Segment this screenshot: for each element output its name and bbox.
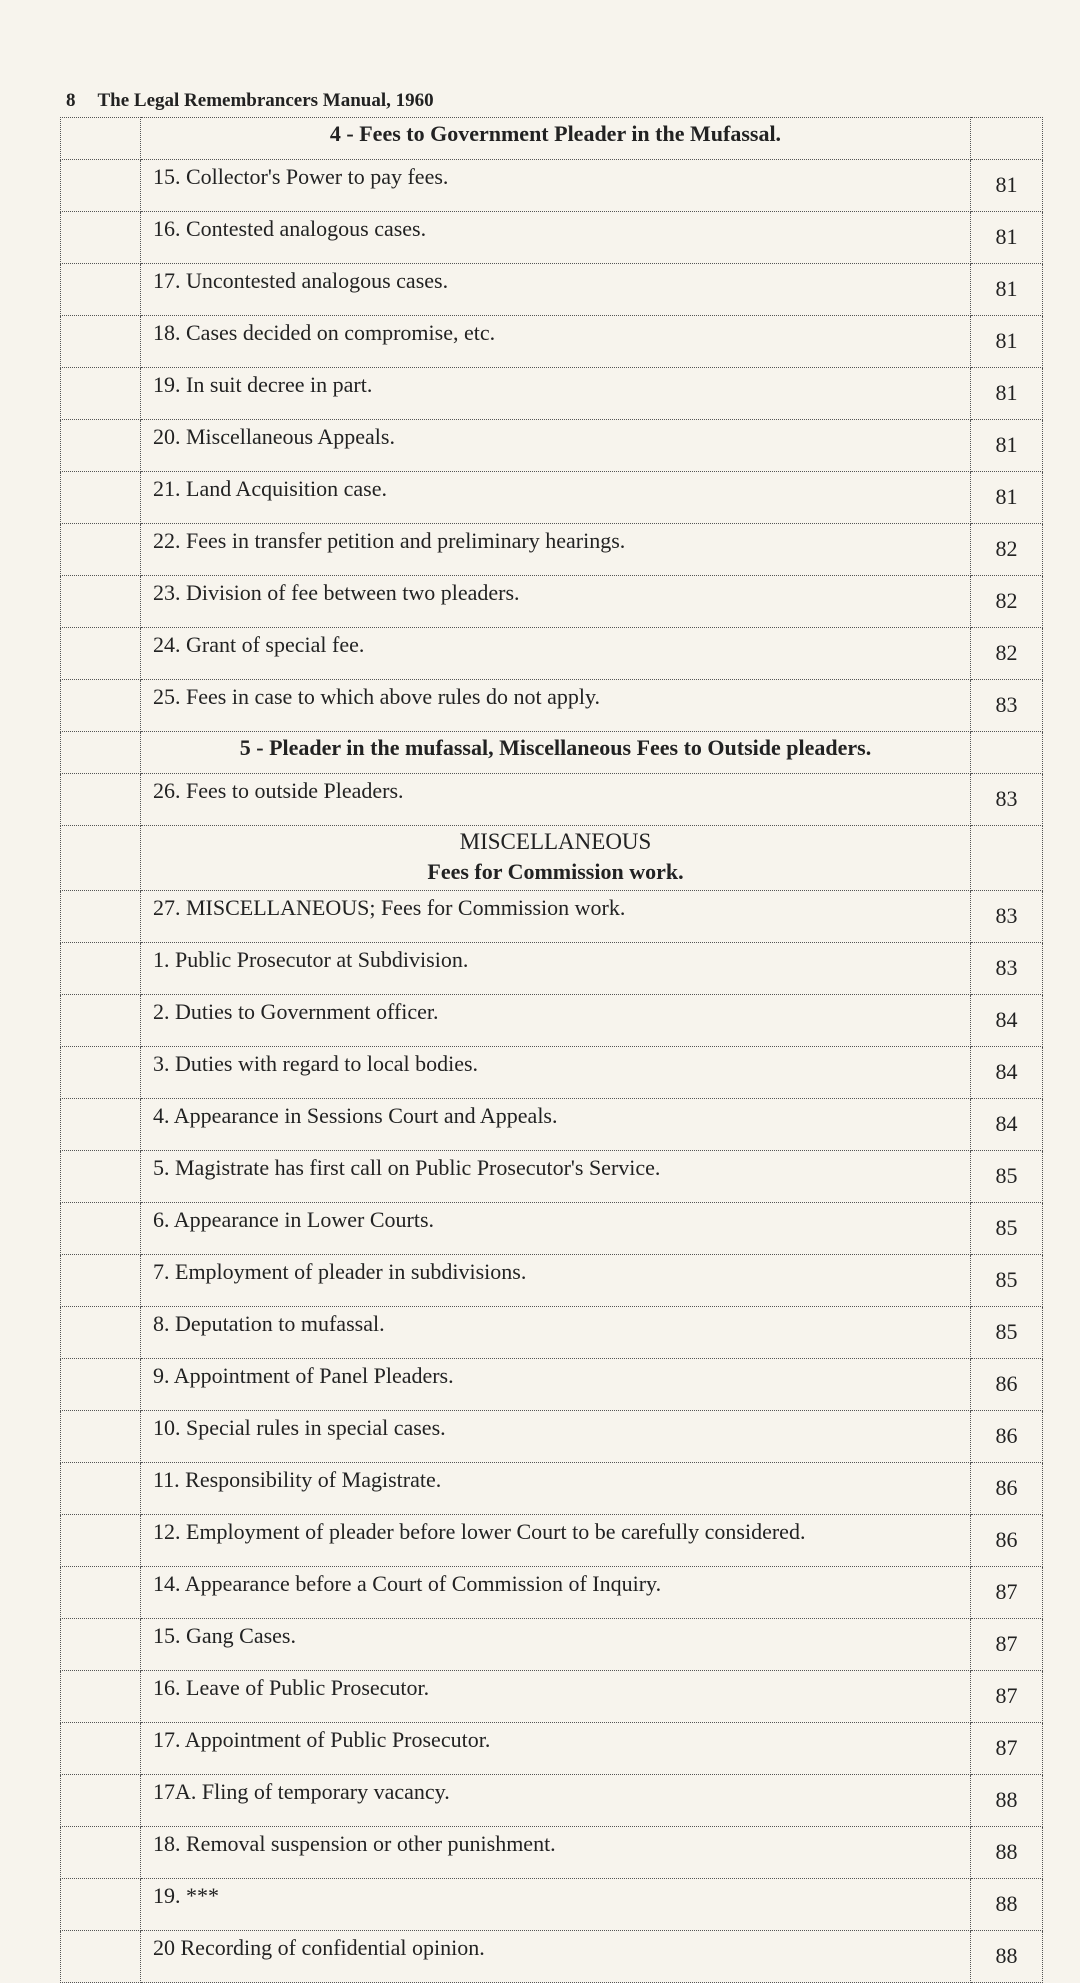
blank-cell: [61, 472, 141, 524]
entry-title: 4. Appearance in Sessions Court and Appeals.: [141, 1099, 971, 1151]
blank-cell: [61, 1671, 141, 1723]
table-row: [61, 472, 1043, 524]
entry-page-number: 81: [971, 160, 1043, 212]
table-row: [61, 1307, 1043, 1359]
blank-cell: [61, 732, 141, 774]
entry-title: 7. Employment of pleader in subdivisions.: [141, 1255, 971, 1307]
blank-cell: [61, 891, 141, 943]
entry-page-number: 81: [971, 420, 1043, 472]
entry-page-number: 83: [971, 943, 1043, 995]
entry-title: 17A. Fling of temporary vacancy.: [141, 1775, 971, 1827]
blank-cell: [61, 1047, 141, 1099]
entry-title: 25. Fees in case to which above rules do not apply.: [141, 680, 971, 732]
table-row: [61, 995, 1043, 1047]
entry-title: 20. Miscellaneous Appeals.: [141, 420, 971, 472]
table-row: [61, 1827, 1043, 1879]
section-heading-row: [61, 118, 1043, 160]
blank-cell: [61, 1619, 141, 1671]
entry-page-number: 88: [971, 1879, 1043, 1931]
entry-page-number: 87: [971, 1619, 1043, 1671]
entry-page-number: 82: [971, 524, 1043, 576]
entry-title: 22. Fees in transfer petition and preliminary hearings.: [141, 524, 971, 576]
section-heading-row: [61, 732, 1043, 774]
table-row: [61, 524, 1043, 576]
table-row: [61, 1151, 1043, 1203]
misc-subtitle: Fees for Commission work.: [427, 859, 684, 884]
entry-title: 18. Cases decided on compromise, etc.: [141, 316, 971, 368]
table-row: [61, 1515, 1043, 1567]
entry-title: 20 Recording of confidential opinion.: [141, 1931, 971, 1983]
blank-cell: [61, 264, 141, 316]
entry-title: 19. In suit decree in part.: [141, 368, 971, 420]
blank-cell: [61, 1203, 141, 1255]
entry-page-number: 81: [971, 212, 1043, 264]
entry-page-number: 81: [971, 264, 1043, 316]
table-row: [61, 1255, 1043, 1307]
page-number: 8: [66, 90, 76, 111]
entry-title: 9. Appointment of Panel Pleaders.: [141, 1359, 971, 1411]
blank-cell: [61, 1151, 141, 1203]
table-row: [61, 628, 1043, 680]
blank-cell: [61, 1515, 141, 1567]
blank-cell: [61, 995, 141, 1047]
entry-page-number: 87: [971, 1723, 1043, 1775]
entry-page-number: 84: [971, 1099, 1043, 1151]
entry-title: 6. Appearance in Lower Courts.: [141, 1203, 971, 1255]
entry-page-number: 84: [971, 995, 1043, 1047]
table-row: [61, 316, 1043, 368]
blank-cell: [61, 576, 141, 628]
table-row: [61, 1567, 1043, 1619]
table-row: [61, 420, 1043, 472]
entry-title: 23. Division of fee between two pleaders.: [141, 576, 971, 628]
entry-title: 2. Duties to Government officer.: [141, 995, 971, 1047]
entry-page-number: 82: [971, 628, 1043, 680]
entry-page-number: 85: [971, 1307, 1043, 1359]
table-row: [61, 943, 1043, 995]
entry-title: 19. ***: [141, 1879, 971, 1931]
table-row: [61, 1411, 1043, 1463]
book-title: The Legal Remembrancers Manual, 1960: [97, 90, 434, 111]
blank-cell: [61, 1359, 141, 1411]
table-row: [61, 576, 1043, 628]
entry-title: 11. Responsibility of Magistrate.: [141, 1463, 971, 1515]
table-row: [61, 774, 1043, 826]
entry-page-number: 82: [971, 576, 1043, 628]
entry-title: 15. Collector's Power to pay fees.: [141, 160, 971, 212]
table-row: [61, 1099, 1043, 1151]
blank-cell: [61, 1411, 141, 1463]
page-header: [66, 90, 434, 112]
entry-page-number: 83: [971, 891, 1043, 943]
blank-cell: [61, 1827, 141, 1879]
table-row: [61, 680, 1043, 732]
blank-cell: [61, 160, 141, 212]
blank-cell: [61, 1099, 141, 1151]
section-heading: 5 - Pleader in the mufassal, Miscellaneous Fees to Outside pleaders.: [141, 732, 971, 774]
entry-title: 17. Uncontested analogous cases.: [141, 264, 971, 316]
entry-page-number: 88: [971, 1775, 1043, 1827]
entry-page-number: 81: [971, 316, 1043, 368]
entry-page-number: 83: [971, 680, 1043, 732]
entry-page-number: 85: [971, 1151, 1043, 1203]
entry-page-number: 86: [971, 1359, 1043, 1411]
table-row: [61, 212, 1043, 264]
entry-title: 1. Public Prosecutor at Subdivision.: [141, 943, 971, 995]
entry-title: 3. Duties with regard to local bodies.: [141, 1047, 971, 1099]
entry-title: 12. Employment of pleader before lower Court to be carefully considered.: [141, 1515, 971, 1567]
entry-title: 17. Appointment of Public Prosecutor.: [141, 1723, 971, 1775]
misc-title: MISCELLANEOUS: [459, 829, 652, 854]
entry-title: 14. Appearance before a Court of Commission of Inquiry.: [141, 1567, 971, 1619]
entry-title: 27. MISCELLANEOUS; Fees for Commission work.: [141, 891, 971, 943]
entry-title: 10. Special rules in special cases.: [141, 1411, 971, 1463]
entry-page-number: 86: [971, 1515, 1043, 1567]
blank-cell: [61, 774, 141, 826]
entry-page-number: 81: [971, 368, 1043, 420]
entry-title: 26. Fees to outside Pleaders.: [141, 774, 971, 826]
table-row: [61, 1931, 1043, 1983]
contents-table: [60, 117, 1043, 1983]
table-row: [61, 1619, 1043, 1671]
blank-cell: [61, 316, 141, 368]
entry-title: 16. Contested analogous cases.: [141, 212, 971, 264]
entry-page-number: 86: [971, 1411, 1043, 1463]
entry-page-number: 87: [971, 1567, 1043, 1619]
blank-cell: [61, 1723, 141, 1775]
section-heading: 4 - Fees to Government Pleader in the Mufassal.: [141, 118, 971, 160]
blank-cell: [61, 368, 141, 420]
misc-heading: [141, 826, 971, 891]
entry-page-number: 86: [971, 1463, 1043, 1515]
table-row: [61, 368, 1043, 420]
blank-cell: [61, 524, 141, 576]
table-row: [61, 1879, 1043, 1931]
entry-title: 24. Grant of special fee.: [141, 628, 971, 680]
entry-page-number: 85: [971, 1203, 1043, 1255]
table-row: [61, 1775, 1043, 1827]
blank-cell: [61, 118, 141, 160]
blank-cell: [61, 1255, 141, 1307]
blank-cell: [61, 1931, 141, 1983]
entry-page-number: 83: [971, 774, 1043, 826]
entry-page-number: 81: [971, 472, 1043, 524]
entry-page-number: 85: [971, 1255, 1043, 1307]
blank-cell: [61, 420, 141, 472]
entry-page-number: [971, 732, 1043, 774]
blank-cell: [61, 1307, 141, 1359]
table-row: [61, 1359, 1043, 1411]
entry-title: 16. Leave of Public Prosecutor.: [141, 1671, 971, 1723]
table-row: [61, 160, 1043, 212]
entry-page-number: [971, 118, 1043, 160]
entry-title: 5. Magistrate has first call on Public Prosecutor's Service.: [141, 1151, 971, 1203]
entry-title: 21. Land Acquisition case.: [141, 472, 971, 524]
entry-title: 8. Deputation to mufassal.: [141, 1307, 971, 1359]
table-row: [61, 891, 1043, 943]
blank-cell: [61, 1567, 141, 1619]
table-row: [61, 1203, 1043, 1255]
table-row: [61, 1463, 1043, 1515]
blank-cell: [61, 943, 141, 995]
entry-title: 18. Removal suspension or other punishment.: [141, 1827, 971, 1879]
table-row: [61, 264, 1043, 316]
entry-title: 15. Gang Cases.: [141, 1619, 971, 1671]
misc-heading-row: [61, 826, 1043, 891]
entry-page-number: 87: [971, 1671, 1043, 1723]
blank-cell: [61, 680, 141, 732]
blank-cell: [61, 628, 141, 680]
entry-page-number: [971, 826, 1043, 891]
blank-cell: [61, 212, 141, 264]
entry-page-number: 84: [971, 1047, 1043, 1099]
blank-cell: [61, 1775, 141, 1827]
table-row: [61, 1047, 1043, 1099]
entry-page-number: 88: [971, 1931, 1043, 1983]
blank-cell: [61, 826, 141, 891]
blank-cell: [61, 1879, 141, 1931]
table-row: [61, 1671, 1043, 1723]
table-row: [61, 1723, 1043, 1775]
blank-cell: [61, 1463, 141, 1515]
entry-page-number: 88: [971, 1827, 1043, 1879]
